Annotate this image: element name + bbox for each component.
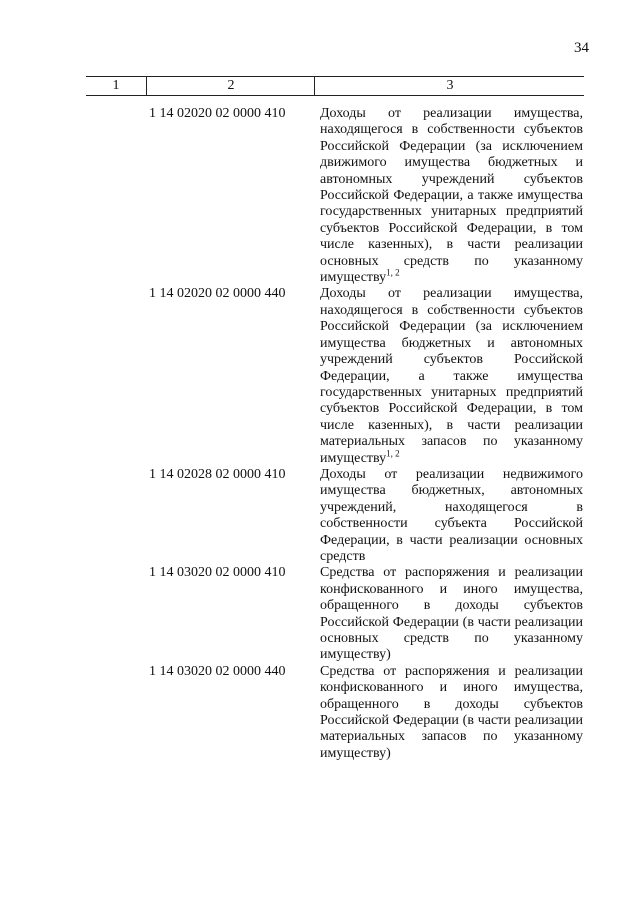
page-number: 34 [574, 40, 589, 56]
description-text: Доходы от реализации недвижимого имущества бюджетных, автономных учреждений, находящегося в собственности субъекта Российской Федерации, в части реализации основных средств [320, 466, 583, 564]
description-text: Доходы от реализации имущества, находящегося в собственности субъектов Российской Федерации (за исключением имущества бюджетных и автономных учреждений субъектов Российской Федерации, а также имущества государственных унитарных предприятий субъектов Российской Федерации, в том числе казенных), в части реализации материальных запасов по указанному имуществу [320, 286, 583, 466]
description-text: Средства от распоряжения и реализации конфискованного и иного имущества, обращенного в доходы субъектов Российской Федерации (в части реализации материальных запасов по указанному имуществу) [320, 663, 583, 761]
column-header-1: 1 [112, 78, 120, 93]
budget-code: 1 14 03020 02 0000 440 [149, 663, 286, 679]
income-description [320, 106, 583, 286]
table-row [0, 565, 639, 663]
table-row [0, 467, 639, 565]
income-description [320, 664, 583, 762]
table-row [0, 286, 639, 466]
budget-code: 1 14 02020 02 0000 410 [149, 106, 286, 121]
column-header-3: 3 [314, 77, 585, 95]
footnote-ref: 1, 2 [386, 267, 400, 278]
description-text: Доходы от реализации имущества, находящегося в собственности субъектов Российской Федерации (за исключением движимого имущества бюджетных и автономных учреждений субъектов Российской Федерации, а также имущества государственных унитарных предприятий субъектов Российской Федерации, в том числе казенных), в части реализации основных средств по указанному имуществу [320, 106, 583, 286]
table-body [0, 106, 639, 762]
income-description [320, 286, 583, 466]
budget-code: 1 14 02020 02 0000 440 [149, 286, 286, 302]
table-row [0, 106, 639, 286]
column-header-2: 2 [146, 77, 315, 95]
footnote-ref: 1, 2 [386, 447, 400, 458]
budget-code: 1 14 03020 02 0000 410 [149, 565, 286, 581]
table-row [0, 664, 639, 762]
budget-code: 1 14 02028 02 0000 410 [149, 466, 286, 482]
income-description [320, 565, 583, 663]
description-text: Средства от распоряжения и реализации конфискованного и иного имущества, обращенного в доходы субъектов Российской Федерации (в части реализации основных средств по указанному имуществу) [320, 565, 583, 663]
income-description [320, 467, 583, 565]
table-header [86, 76, 584, 96]
